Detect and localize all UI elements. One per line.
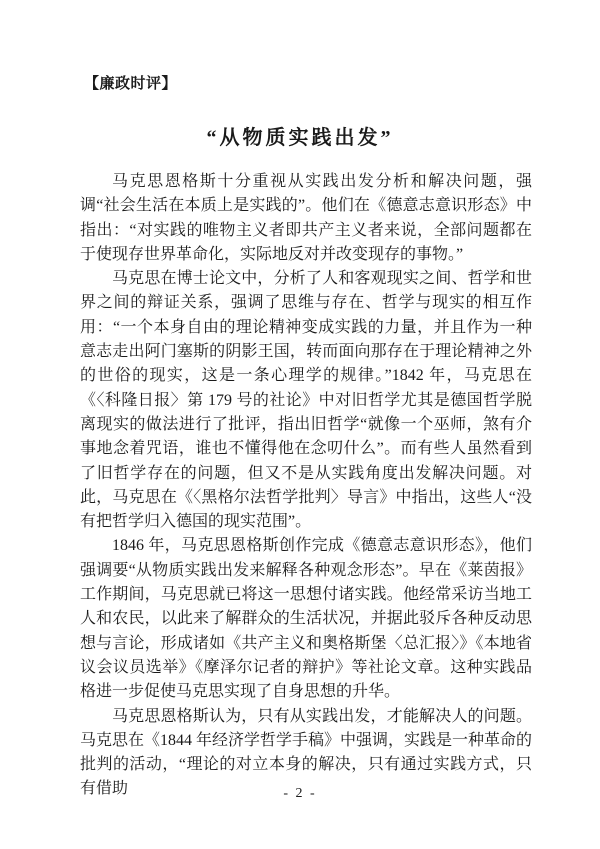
paragraph: 1846 年，马克思恩格斯创作完成《德意志意识形态》，他们强调要“从物质实践出发来解释各种观念形态”。早在《莱茵报》工作期间，马克思就已将这一思想付诸实践。他经常采访当地工人和农民，以此来了解群众的生活状况，并据此驳斥各种反动思想与言论，形成诸如《共产主义和奥格斯堡〈总汇报〉》《本地省议会议员选举》《摩泽尔记者的辩护》等社论文章。这种实践品格进一步促使马克思实现了自身思想的升华。 (80, 537, 532, 701)
paragraph: 马克思恩格斯认为，只有从实践出发，才能解决人的问题。马克思在《1844 年经济学哲学手稿》中强调，实践是一种革命的批判的活动，“理论的对立本身的解决，只有通过实践方式，只有借助 (80, 707, 533, 798)
paragraph: 马克思在博士论文中，分析了人和客观现实之间、哲学和世界之间的辩证关系，强调了思维与存在、哲学与现实的相互作用：“一个本身自由的理论精神变成实践的力量，并且作为一种意志走出阿门塞斯的阴影王国，转而面向那存在于理论精神之外的世俗的现实，这是一条心理学的规律。”1842 年，马克思在《〈科隆日报〉第 179 号的社论》中对旧哲学尤其是德国哲学脱离现实的做法进行了批评，指出旧哲学“就像一个巫师，煞有介事地念着咒语，谁也不懂得他在念叨什么”。而有些人虽然看到了旧哲学存在的问题，但又不是从实践角度出发解决问题。对此，马克思在《〈黑格尔法哲学批判〉导言》中指出，这些人“没有把哲学归入德国的现实范围”。 (80, 270, 532, 531)
section-tag: 【廉政时评】 (84, 76, 178, 92)
paragraph: 马克思恩格斯十分重视从实践出发分析和解决问题，强调“社会生活在本质上是实践的”。他们在《德意志意识形态》中指出：“对实践的唯物主义者即共产主义者来说，全部问题都在于使现存世界革命化，实际地反对并改变现存的事物。” (80, 173, 532, 263)
page-number: - 2 - (283, 786, 317, 801)
article-body (80, 170, 532, 802)
article-title: “从物质实践出发” (206, 127, 394, 149)
